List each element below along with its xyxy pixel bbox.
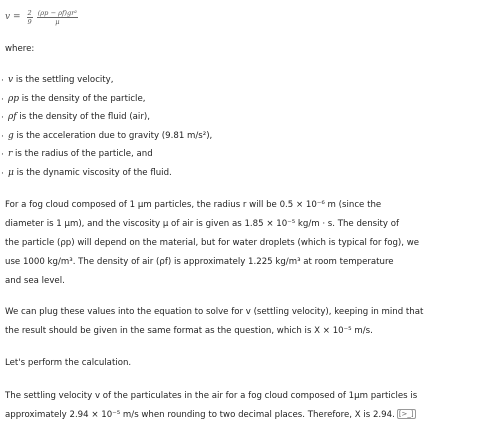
paragraph-parameters: [5, 199, 474, 294]
paragraph-result: [5, 390, 474, 427]
bullet-icon: ·: [1, 76, 4, 86]
settling-velocity-formula: [5, 4, 80, 30]
paragraph-line: We can plug these values into the equation to solve for v (settling velocity), keeping in mind that: [5, 307, 424, 317]
paragraph-perform: Let's perform the calculation.: [5, 358, 132, 368]
where-label: where:: [5, 44, 35, 54]
paragraph-line: the result should be given in the same format as the question, which is X × 10⁻⁵ m/s.: [5, 326, 373, 336]
list-item: [0, 93, 212, 112]
bullet-icon: ·: [1, 94, 4, 105]
list-item: [0, 148, 212, 167]
definition-text: is the acceleration due to gravity (9.81 m/s²),: [13, 130, 213, 141]
definition-text: is the settling velocity,: [13, 75, 114, 85]
formula-main-fraction: [37, 9, 78, 26]
bullet-icon: ·: [1, 131, 4, 142]
definition-text: is the radius of the particle, and: [12, 149, 153, 159]
paragraph-line: and sea level.: [5, 276, 65, 286]
definition-symbol: μ: [8, 167, 14, 178]
definition-list: [0, 74, 212, 185]
paragraph-line: For a fog cloud composed of 1 μm particles, the radius r will be 0.5 × 10⁻⁶ m (since the: [5, 200, 382, 210]
definition-symbol: ρf: [8, 112, 17, 122]
main-denominator: μ: [55, 17, 60, 26]
definition-symbol: ρp: [8, 93, 20, 104]
list-item: [0, 130, 212, 149]
bullet-icon: ·: [1, 150, 4, 160]
result-text: approximately 2.94 × 10⁻⁵ m/s when rounding to two decimal places. Therefore, X is 2.94.: [5, 410, 395, 420]
list-item: [0, 111, 212, 130]
formula-lhs: v =: [5, 11, 21, 22]
definition-text: is the density of the particle,: [19, 93, 146, 104]
coefficient-numerator: 2: [27, 8, 32, 17]
paragraph-line: use 1000 kg/m³. The density of air (ρf) is approximately 1.225 kg/m³ at room temperature: [5, 257, 394, 267]
code-interpreter-icon[interactable]: [>_]: [398, 410, 414, 418]
main-numerator: (ρp − ρf)gr²: [37, 8, 77, 17]
definition-symbol: r: [8, 149, 13, 159]
definition-text: is the dynamic viscosity of the fluid.: [13, 167, 172, 178]
formula-coefficient: [27, 9, 33, 26]
list-item: [0, 167, 212, 186]
paragraph-line: diameter is 1 μm), and the viscosity μ of air is given as 1.85 × 10⁻⁵ kg/m · s. The density of: [5, 219, 399, 229]
paragraph-line: the particle (ρp) will depend on the material, but for water droplets (which is typical for fog), we: [5, 238, 420, 248]
paragraph-plug-values: [5, 306, 474, 344]
definition-symbol: v: [8, 75, 14, 85]
definition-symbol: g: [8, 130, 14, 141]
paragraph-line: [5, 409, 474, 427]
bullet-icon: ·: [1, 113, 4, 123]
coefficient-denominator: 9: [27, 17, 32, 26]
list-item: [0, 74, 212, 93]
paragraph-line: The settling velocity v of the particulates in the air for a fog cloud composed of 1μm particles is: [5, 391, 418, 401]
definition-text: is the density of the fluid (air),: [16, 112, 150, 122]
bullet-icon: ·: [1, 168, 4, 179]
